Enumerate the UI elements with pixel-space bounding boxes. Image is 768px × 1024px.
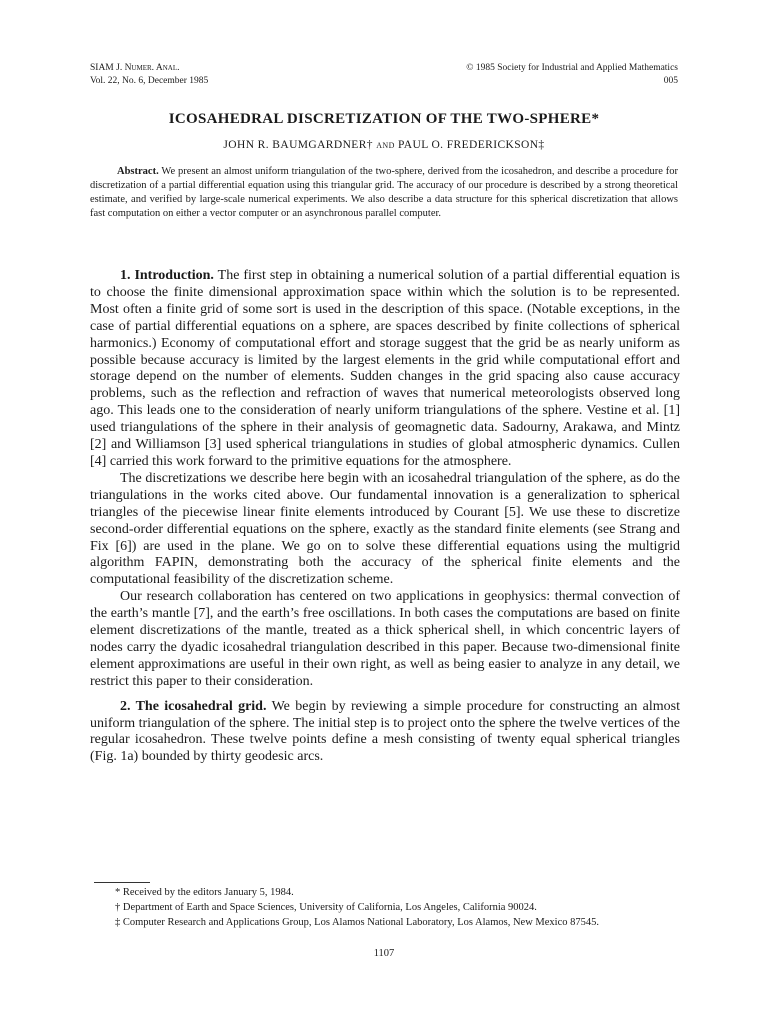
footnote-ddagger: ‡ Computer Research and Applications Group, Los Alamos National Laboratory, Los Alamos, New Mexico 87545. — [115, 917, 599, 928]
copyright-header — [466, 62, 678, 88]
paper-title: ICOSAHEDRAL DISCRETIZATION OF THE TWO-SPHERE* — [168, 111, 600, 127]
page-number: 1107 — [373, 948, 395, 959]
abstract-label: Abstract. — [117, 166, 159, 177]
copyright-notice: © 1985 Society for Industrial and Applied Mathematics — [466, 63, 678, 73]
section-1-heading: 1. Introduction. — [120, 268, 214, 283]
footnotes — [90, 885, 682, 930]
section-1-paragraph-1-text: The first step in obtaining a numerical solution of a partial differential equation is to choose the finite dimensional approximation space within which the solution is to be represented. Most often a finite grid of some sort is used in the description of this space. (Notable exceptions, in the case of partial differential equations on a sphere, are spaces described by finite collections of spherical harmonics.) Economy of computational effort and storage suggest that the grid be as nearly uniform as possible because accuracy is limited by the largest elements in the grid while computational effort and storage depend on the number of elements. Sudden changes in the grid spacing also cause accuracy problems, such as the reflection and refraction of waves that numerical meteorologists observed long ago. This leads one to the consideration of nearly uniform triangulations of the sphere. Vestine et al. [1] used triangulations of the sphere in their analysis of geomagnetic data. Sadourny, Arakawa, and Mintz [2] and Williamson [3] used spherical triangulations in studies of global atmospheric dynamics. Cullen [4] carried this work forward to the primitive equations for the atmosphere. — [90, 268, 681, 469]
footnote-dagger: † Department of Earth and Space Sciences, University of California, Los Angeles, California 90024. — [115, 902, 537, 913]
journal-header — [90, 62, 208, 88]
section-1-paragraph-2: The discretizations we describe here begin with an icosahedral triangulation of the sphere, as do the triangulations in the works cited above. Our fundamental innovation is a generalization to spherical triangles of the piecewise linear finite elements introduced by Courant [5]. We use these to discretize second-order differential equations on the sphere, exactly as the standard finite elements (see Strang and Fix [6]) are used in the plane. We go on to solve these differential equations using the multigrid algorithm FAPIN, demonstrating both the accuracy of the spherical finite elements and the computational feasibility of the discretization scheme. — [90, 470, 680, 588]
footnote-received: * Received by the editors January 5, 1984. — [115, 887, 294, 898]
section-1-paragraph-1 — [90, 268, 680, 471]
author-line — [0, 139, 768, 151]
paper-body — [90, 268, 680, 766]
abstract — [90, 165, 678, 221]
journal-volume: Vol. 22, No. 6, December 1985 — [90, 76, 209, 86]
author-conjunction: and — [376, 139, 395, 151]
abstract-text: We present an almost uniform triangulation of the two-sphere, derived from the icosahedron, and describe a procedure for discretization of a partial differential equation using this triangular grid. The accuracy of our procedure is described by a strong theoretical estimate, and verified by large-scale numerical experiments. We also describe a data structure for this spherical discretization that allows fast computation on either a vector computer or an asynchronous parallel computer. — [90, 166, 679, 219]
author-1: JOHN R. BAUMGARDNER† — [223, 139, 373, 151]
section-1-paragraph-3: Our research collaboration has centered on two applications in geophysics: thermal convection of the earth’s mantle [7], and the earth’s free oscillations. In both cases the computations are based on finite element discretizations of the mantle, treated as a thick spherical shell, in which concentric layers of nodes carry the dyadic icosahedral triangulation described in this paper. Because two-dimensional finite element approximations are useful in their own right, as well as being easier to analyze in any detail, we restrict this paper to their consideration. — [90, 589, 680, 689]
section-2-paragraph-1-text: We begin by reviewing a simple procedure for constructing an almost uniform triangulation of the sphere. The initial step is to project onto the sphere the twelve vertices of the regular icosahedron. These twelve points define a mesh consisting of twenty equal spherical triangles (Fig. 1a) bounded by thirty geodesic arcs. — [90, 698, 680, 765]
journal-name: SIAM J. Numer. Anal. — [90, 63, 180, 73]
article-code: 005 — [663, 76, 678, 86]
section-2-paragraph-1 — [90, 699, 680, 767]
author-2: PAUL O. FREDERICKSON‡ — [398, 139, 545, 151]
footnote-rule — [94, 882, 150, 883]
section-2-heading: 2. The icosahedral grid. — [120, 698, 267, 714]
